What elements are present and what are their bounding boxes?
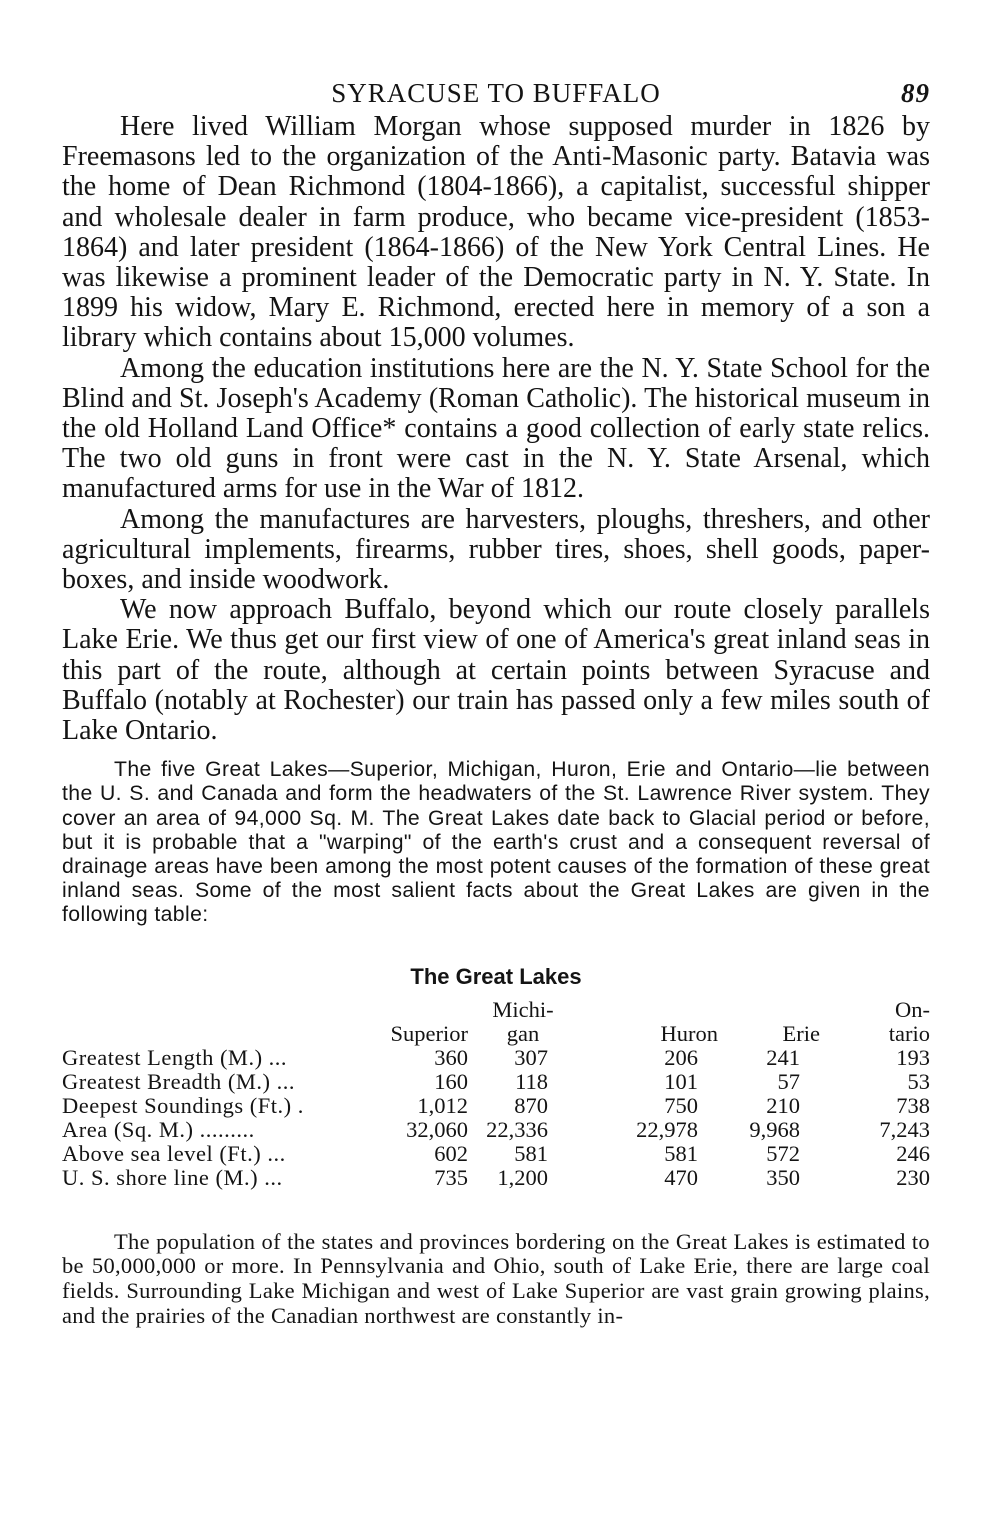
cell-superior: 32,060 xyxy=(406,1116,468,1142)
cell-michigan: 1,200 xyxy=(497,1164,548,1190)
header-michigan: Michi- gan xyxy=(492,996,554,1046)
cell-huron: 22,978 xyxy=(636,1116,698,1142)
header-ontario: On- tario xyxy=(888,996,930,1046)
cell-erie: 9,968 xyxy=(749,1116,800,1142)
paragraph-institutions: Among the education institutions here are the N. Y. State School for the Blind and St. Joseph's Academy (Roman Catholic). The historical museum in the old Holland Land Office* contains a good collection of early state relics. The two old guns in front were cast in the N. Y. State Arsenal, which manufactured arms for use in the War of 1812. xyxy=(62,352,930,505)
header-label-cell xyxy=(62,998,372,1046)
paragraph-population: The population of the states and provinces bordering on the Great Lakes is estimated to be 50,000,000 or more. In Pennsylvania and Ohio, south of Lake Erie, there are large coal fields. Surrounding Lake Michigan and west of Lake Superior are vast grain growing plains, and the prairies of the Canadian northwest are constantly in- xyxy=(62,1228,930,1329)
cell-ontario: 246 xyxy=(896,1140,930,1166)
cell-erie: 241 xyxy=(766,1044,800,1070)
cell-huron: 101 xyxy=(664,1068,698,1094)
cell-huron: 581 xyxy=(664,1140,698,1166)
table-header-row xyxy=(62,998,930,1046)
header-erie: Erie xyxy=(782,1020,820,1046)
cell-ontario: 738 xyxy=(896,1092,930,1118)
row-label: Deepest Soundings (Ft.) . xyxy=(62,1092,304,1118)
cell-michigan: 118 xyxy=(515,1068,548,1094)
row-label: U. S. shore line (M.) ... xyxy=(62,1164,283,1190)
book-page xyxy=(62,78,930,1329)
paragraph-morgan-richmond: Here lived William Morgan whose supposed murder in 1826 by Freemasons led to the organization of the Anti-Masonic party. Batavia was the home of Dean Richmond (1804-1866), a capitalist, successful shipper and wholesale dealer in farm produce, who became vice-president (1853-1864) and later president (1864-1866) of the New York Central Lines. He was likewise a prominent leader of the Democratic party in N. Y. State. In 1899 his widow, Mary E. Richmond, erected here in memory of a son a library which contains about 15,000 volumes. xyxy=(62,111,930,354)
cell-ontario: 7,243 xyxy=(879,1116,930,1142)
cell-michigan: 581 xyxy=(514,1140,548,1166)
cell-michigan: 870 xyxy=(514,1092,548,1118)
page-number: 89 xyxy=(901,78,930,108)
cell-michigan: 22,336 xyxy=(486,1116,548,1142)
table-title: The Great Lakes xyxy=(410,963,582,989)
cell-huron: 206 xyxy=(664,1044,698,1070)
paragraph-approach-buffalo: We now approach Buffalo, beyond which our route closely parallels Lake Erie. We thus get our first view of one of America's great inland seas in this part of the route, although at certain points between Syracuse and Buffalo (notably at Rochester) our train has passed only a few miles south of Lake Ontario. xyxy=(62,594,930,747)
header-huron: Huron xyxy=(660,1020,718,1046)
table-row xyxy=(62,1070,930,1094)
row-label: Greatest Breadth (M.) ... xyxy=(62,1068,296,1094)
running-header xyxy=(62,78,930,112)
cell-superior: 360 xyxy=(434,1044,468,1070)
paragraph-great-lakes-intro: The five Great Lakes—Superior, Michigan, Huron, Erie and Ontario—lie between the U. S. and Canada and form the headwaters of the St. Lawrence River system. They cover an area of 94,000 Sq. M. The Great Lakes date back to Glacial period or before, but it is probable that a "warping" of the earth's crust and a consequent reversal of drainage areas have been among the most potent causes of the formation of these great inland seas. Some of the most salient facts about the Great Lakes are given in the following table: xyxy=(62,758,930,927)
cell-erie: 572 xyxy=(766,1140,800,1166)
cell-michigan: 307 xyxy=(514,1044,548,1070)
table-row xyxy=(62,1094,930,1118)
table-row xyxy=(62,1118,930,1142)
cell-ontario: 53 xyxy=(907,1068,930,1094)
great-lakes-table xyxy=(62,998,930,1190)
cell-superior: 735 xyxy=(434,1164,468,1190)
table-row xyxy=(62,1166,930,1190)
cell-ontario: 230 xyxy=(896,1164,930,1190)
running-title: SYRACUSE TO BUFFALO xyxy=(331,78,661,108)
header-superior: Superior xyxy=(390,1020,468,1046)
cell-superior: 1,012 xyxy=(417,1092,468,1118)
cell-erie: 350 xyxy=(766,1164,800,1190)
cell-superior: 160 xyxy=(434,1068,468,1094)
cell-erie: 57 xyxy=(777,1068,800,1094)
cell-ontario: 193 xyxy=(896,1044,930,1070)
cell-huron: 750 xyxy=(664,1092,698,1118)
cell-erie: 210 xyxy=(766,1092,800,1118)
table-row xyxy=(62,1142,930,1166)
cell-huron: 470 xyxy=(664,1164,698,1190)
row-label: Area (Sq. M.) ......... xyxy=(62,1116,255,1142)
table-row xyxy=(62,1046,930,1070)
paragraph-manufactures: Among the manufactures are harvesters, ploughs, threshers, and other agricultural implements, firearms, rubber tires, shoes, shell goods, paper-boxes, and inside woodwork. xyxy=(62,503,930,596)
row-label: Above sea level (Ft.) ... xyxy=(62,1140,286,1166)
cell-superior: 602 xyxy=(434,1140,468,1166)
row-label: Greatest Length (M.) ... xyxy=(62,1044,288,1070)
